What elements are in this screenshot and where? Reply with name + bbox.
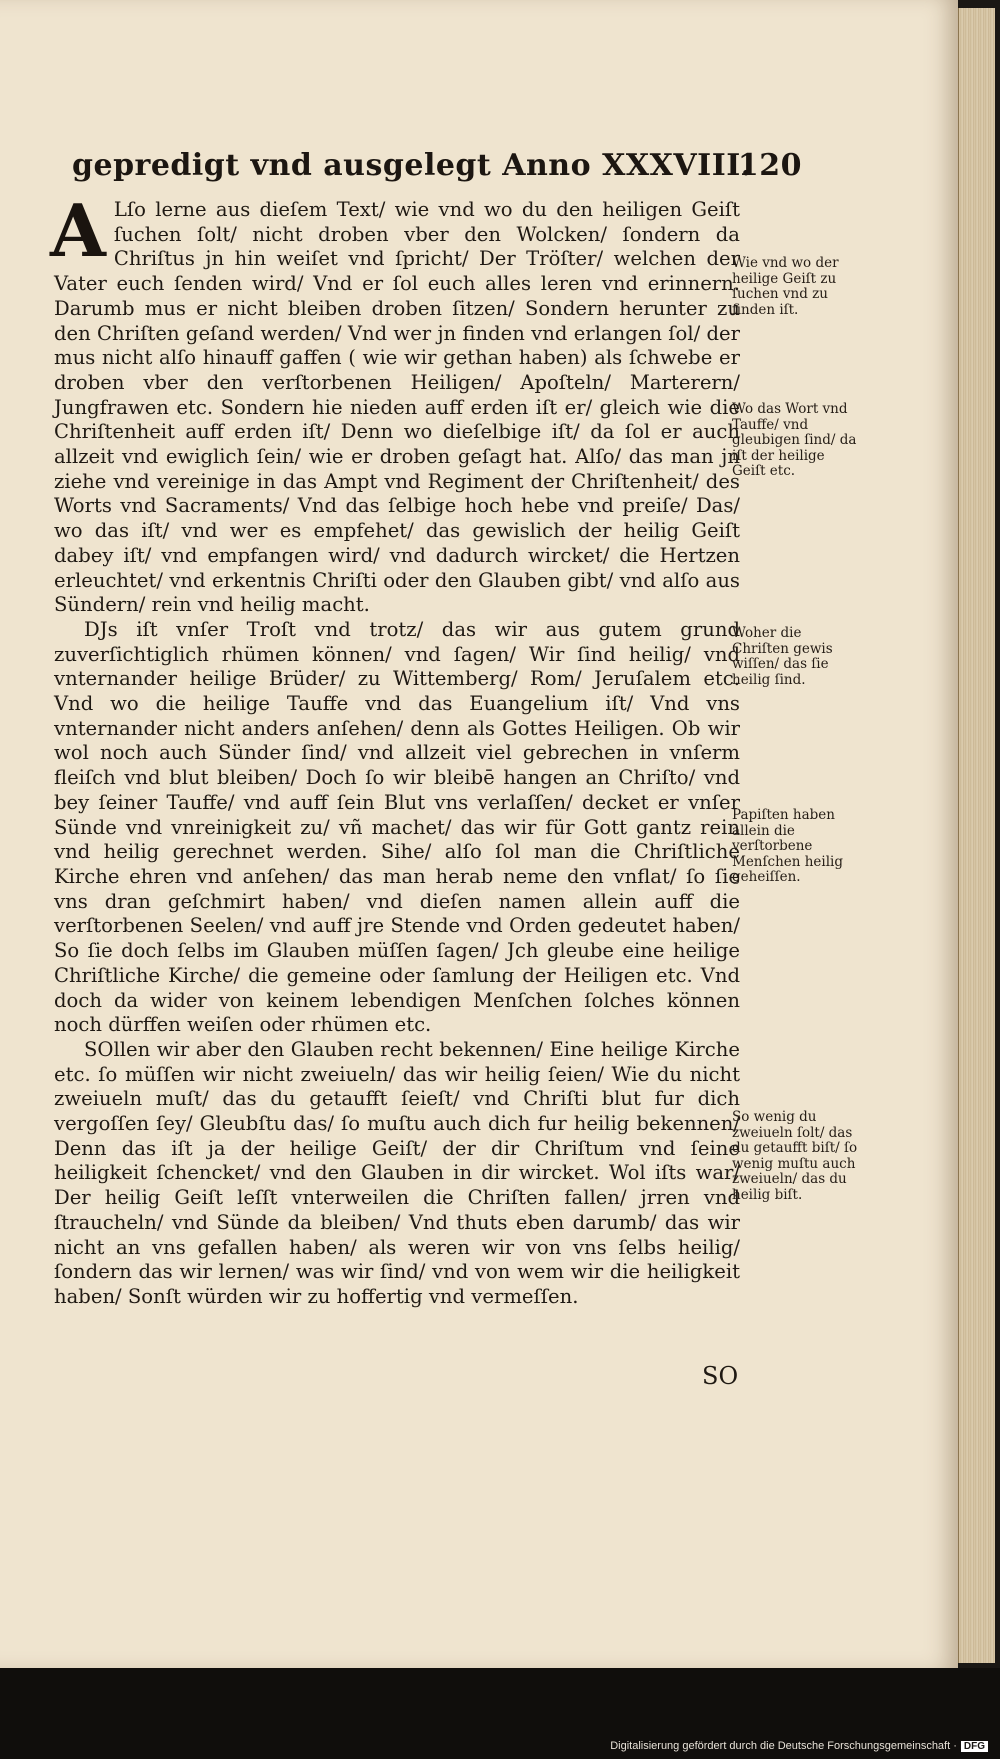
dfg-logo-icon: DFG bbox=[961, 1741, 988, 1752]
decorated-initial: A bbox=[50, 188, 106, 273]
folio-number: 120 bbox=[737, 148, 802, 183]
digitization-credit bbox=[610, 1740, 988, 1752]
running-title: gepredigt vnd ausgelegt Anno XXXVIII. bbox=[72, 148, 752, 183]
margin-gloss-3: Woher die Chriſten gewis wiſſen/ das ſie heilig ſind. bbox=[732, 625, 833, 688]
margin-gloss-5: So wenig du zweiueln ſolt/ das du getaufft biſt/ ſo wenig muſtu auch zweiueln/ das du heilig biſt. bbox=[732, 1109, 858, 1203]
credit-text: Digitalisierung gefördert durch die Deutsche Forschungsgemeinschaft · bbox=[610, 1740, 957, 1752]
paragraph-1: A Lſo lerne aus dieſem Text/ wie vnd wo du den heiligen Geiſt ſuchen ſolt/ nicht droben vber den Wolcken/ ſondern da Chriſtus jn hin weiſet vnd ſpricht/ Der Tröſter/ welchen der Vater euch ſenden wird/ Vnd er ſol euch alles leren vnd erinnern. Darumb mus er nicht bleiben droben ſitzen/ Sondern herunter zu den Chriſten geſand werden/ Vnd wer jn finden vnd erlangen ſol/ der mus nicht alſo hinauff gaffen ( wie wir gethan haben) als ſchwebe er droben vber den verſtorbenen Heiligen/ Apoſteln/ Marterern/ Jungfrawen etc. Sondern hie nieden auff erden iſt er/ gleich wie die Chriſtenheit auff erden iſt/ Denn wo dieſelbige iſt/ da ſol er auch allzeit vnd ewiglich ſein/ wie er droben geſagt hat. Alſo/ das man jn ziehe vnd vereinige in das Ampt vnd Regiment der Chriſtenheit/ des Worts vnd Sacraments/ Vnd das ſelbige hoch hebe vnd preiſe/ Das/ wo das iſt/ vnd wer es empfehet/ das gewislich der heilig Geiſt dabey iſt/ vnd empfangen wird/ vnd dadurch wircket/ die Hertzen erleuchtet/ vnd erkentnis Chriſti oder den Glauben gibt/ vnd alſo aus Sündern/ rein vnd heilig macht. bbox=[50, 188, 740, 617]
paragraph-2: DJs iſt vnſer Troſt vnd trotz/ das wir aus gutem grund zuverſichtiglich rhümen können/ vnd ſagen/ Wir ſind heilig/ vnd vnternander heilige Brüder/ zu Wittemberg/ Rom/ Jeruſalem etc. Vnd wo die heilige Tauffe vnd das Euangelium iſt/ Vnd vns vnternander nicht anders anſehen/ denn als Gottes Heiligen. Ob wir wol noch auch Sünder ſind/ vnd allzeit viel gebrechen in vnſerm fleiſch vnd blut bleiben/ Doch ſo wir bleibē hangen an Chriſto/ vnd bey ſeiner Tauffe/ vnd auff ſein Blut vns verlaſſen/ decket er vnſer Sünde vnd vnreinigkeit zu/ vñ machet/ das wir für Gott gantz rein vnd heilig gerechnet werden. Sihe/ alſo ſol man die Chriſtliche Kirche ehren vnd anſehen/ das man herab neme den vnflat/ ſo ſie vns dran geſchmirt haben/ vnd dieſen namen allein auff die verſtorbenen Seelen/ vnd auff jre Stende vnd Orden gedeutet haben/ So ſie doch ſelbs im Glauben müſſen ſagen/ Jch gleube eine heilige Chriſtliche Kirche/ die gemeine oder ſamlung der Heiligen etc. Vnd doch da wider von keinem lebendigen Menſchen ſolches können noch dürffen weiſen oder rhümen etc. bbox=[54, 617, 740, 1037]
margin-gloss-1: Wie vnd wo der heilige Geiſt zu ſuchen vnd zu finden iſt. bbox=[732, 255, 839, 318]
margin-gloss-4: Papiſten haben allein die verſtorbene Menſchen heilig geheiſſen. bbox=[732, 807, 844, 885]
main-text-block bbox=[50, 188, 740, 1310]
book-fore-edge bbox=[958, 8, 995, 1663]
paragraph-3: SOllen wir aber den Glauben recht bekennen/ Eine heilige Kirche etc. ſo müſſen wir nicht zweiueln/ das wir heilig ſeien/ Wie du nicht zweiueln muſt/ das du getaufft ſeieſt/ vnd Chriſti blut fur dich vergoſſen ſey/ Gleubſtu das/ ſo muſtu auch dich fur heilig bekennen/ Denn das iſt ja der heilige Geiſt/ der dir Chriſtum vnd ſeine heiligkeit ſchencket/ vnd den Glauben in dir wircket. Wol iſts war/ Der heilig Geiſt leſſt vnterweilen die Chriſten fallen/ jrren vnd ſtraucheln/ vnd Sünde da bleiben/ Vnd thuts eben darumb/ das wir nicht an vns gefallen haben/ als weren wir von vns ſelbs heilig/ ſondern das wir lernen/ was wir ſind/ vnd von wem wir die heiligkeit haben/ Sonſt würden wir zu hoffertig vnd vermeſſen. bbox=[54, 1037, 740, 1308]
catchword: SO bbox=[702, 1362, 739, 1390]
running-header bbox=[72, 148, 802, 192]
margin-gloss-2: Wo das Wort vnd Tauffe/ vnd gleubigen ſind/ da iſt der heilige Geiſt etc. bbox=[732, 401, 857, 479]
